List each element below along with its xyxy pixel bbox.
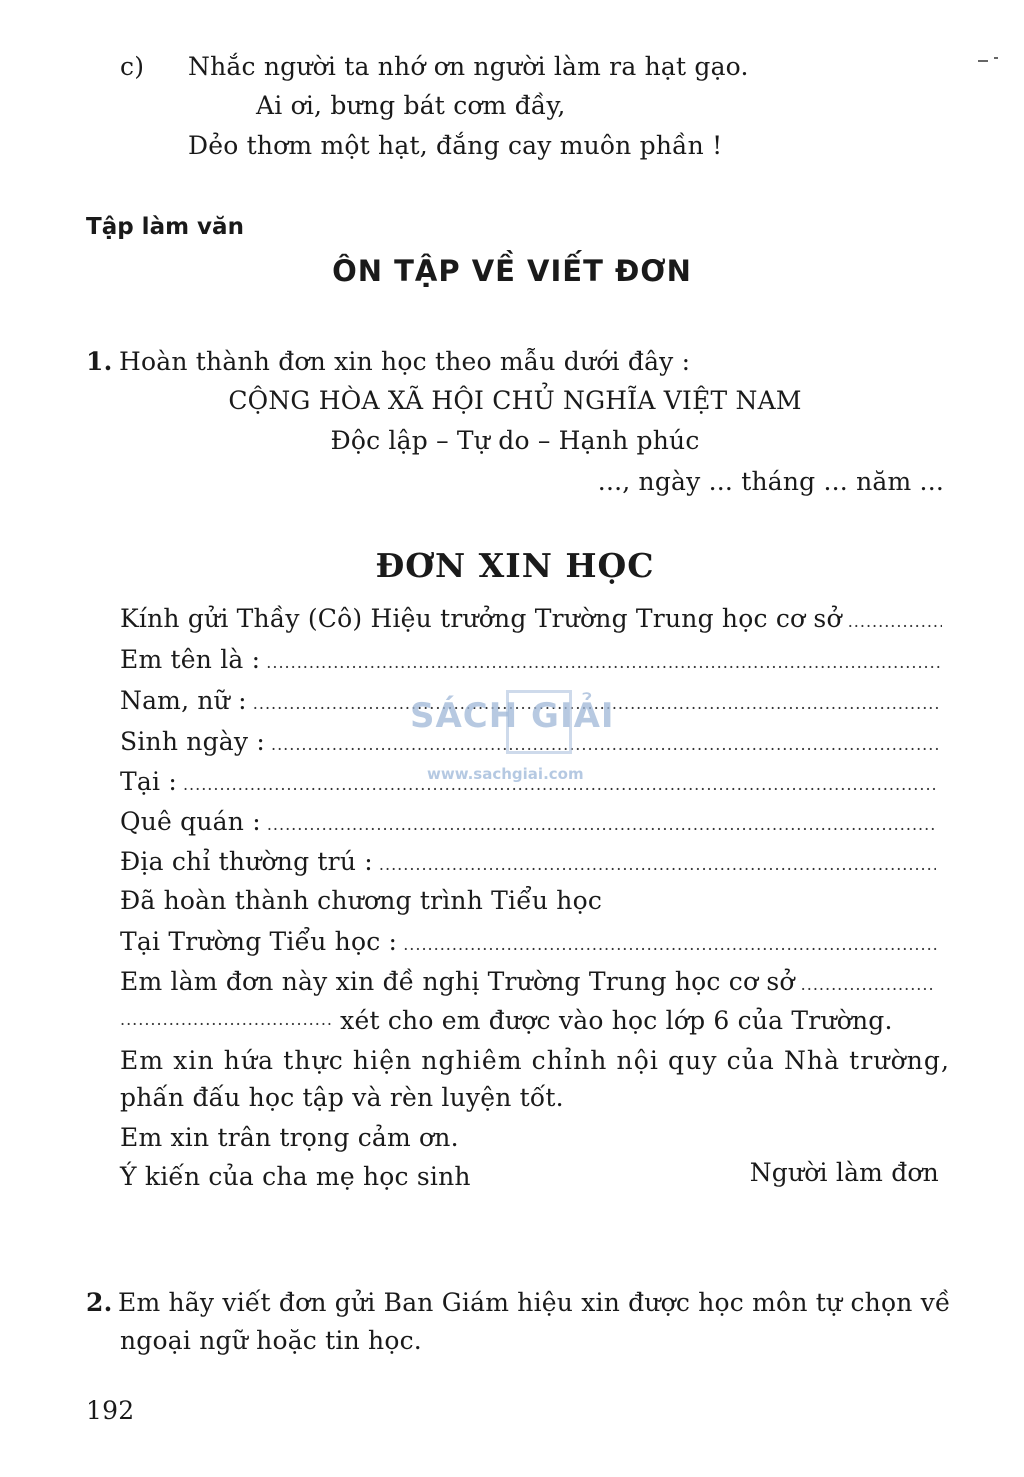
exercise-2-number: 2. (86, 1288, 113, 1317)
dotted-blank (267, 815, 936, 834)
form-country: CỘNG HÒA XÃ HỘI CHỦ NGHĨA VIỆT NAM (228, 386, 802, 415)
dotted-blank (266, 653, 942, 672)
field-label: Quê quán : (120, 807, 261, 836)
field-request (120, 967, 936, 996)
request-cont-text: xét cho em được vào học lớp 6 của Trường. (340, 1006, 893, 1035)
promise-line-1: Em xin hứa thực hiện nghiêm chỉnh nội quy của Nhà trường, (120, 1046, 951, 1075)
field-label: Kính gửi Thầy (Cô) Hiệu trưởng Trường Trung học cơ sở (120, 604, 842, 633)
lesson-title: ÔN TẬP VỀ VIẾT ĐƠN (332, 254, 692, 288)
field-label: Sinh ngày : (120, 727, 265, 756)
dotted-blank (379, 855, 936, 874)
field-hometown (120, 807, 936, 836)
applicant-label: Người làm đơn (749, 1158, 939, 1187)
dotted-blank (801, 975, 936, 994)
poem-line-2: Ai ơi, bưng bát cơm đầy, (256, 91, 566, 120)
field-name (120, 645, 942, 674)
parent-opinion-label: Ý kiến của cha mẹ học sinh (120, 1162, 471, 1191)
request-continuation (120, 1006, 893, 1035)
promise-line-2: phấn đấu học tập và rèn luyện tốt. (120, 1083, 564, 1112)
dotted-blank (120, 1010, 332, 1029)
dotted-blank (848, 612, 942, 631)
field-recipient (120, 604, 942, 633)
field-label: Tại : (120, 767, 177, 796)
page-number: 192 (86, 1396, 135, 1425)
dotted-blank (403, 935, 938, 954)
scan-speck (994, 57, 998, 59)
poem-marker: c) (120, 52, 145, 81)
field-label: Tại Trường Tiểu học : (120, 927, 398, 956)
poem-line-3: Dẻo thơm một hạt, đắng cay muôn phần ! (188, 131, 723, 160)
exercise-1-text: Hoàn thành đơn xin học theo mẫu dưới đây : (119, 347, 691, 376)
field-address (120, 847, 936, 876)
field-label: Địa chỉ thường trú : (120, 847, 373, 876)
exercise-1-number: 1. (86, 347, 113, 376)
field-label: Em làm đơn này xin đề nghị Trường Trung học cơ sở (120, 967, 795, 996)
field-primary-school (120, 927, 938, 956)
thanks-line: Em xin trân trọng cảm ơn. (120, 1123, 459, 1152)
watermark-logo (410, 690, 615, 760)
form-motto: Độc lập – Tự do – Hạnh phúc (330, 426, 700, 455)
scan-speck (978, 60, 988, 62)
exercise-2-line-2: ngoại ngữ hoặc tin học. (120, 1326, 422, 1355)
poem-line-1: Nhắc người ta nhớ ơn người làm ra hạt gạo. (188, 52, 749, 81)
section-label: Tập làm văn (86, 214, 244, 240)
watermark-url: www.sachgiai.com (427, 765, 584, 783)
form-date: ..., ngày ... tháng ... năm ... (597, 467, 944, 496)
field-label: Nam, nữ : (120, 686, 247, 715)
form-title: ĐƠN XIN HỌC (375, 546, 655, 585)
exercise-2-line-1: Em hãy viết đơn gửi Ban Giám hiệu xin được học môn tự chọn về (118, 1288, 951, 1317)
field-label: Em tên là : (120, 645, 261, 674)
watermark-logo-text: SÁCH GIẢI (410, 696, 615, 736)
completed-line: Đã hoàn thành chương trình Tiểu học (120, 886, 603, 915)
